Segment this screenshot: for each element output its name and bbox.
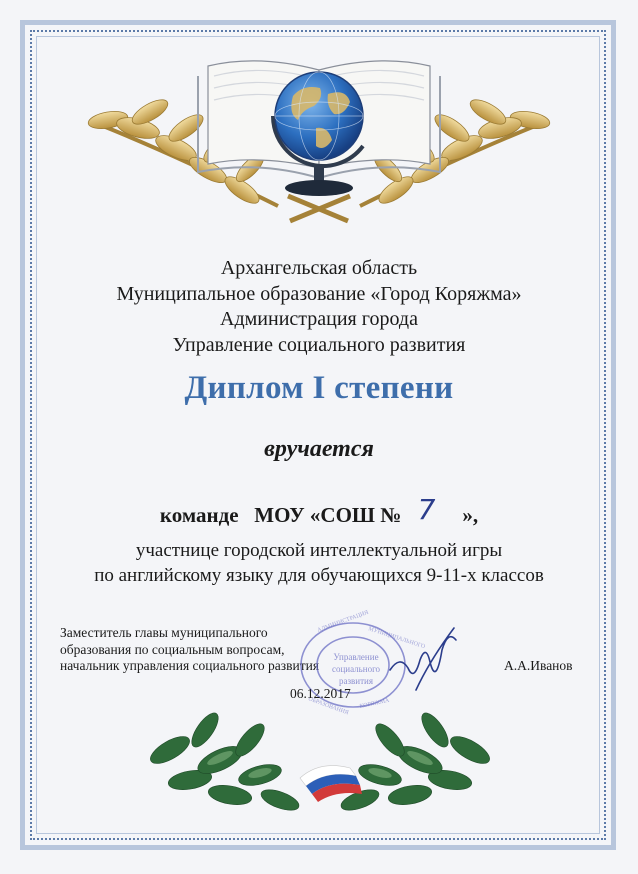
svg-text:социального: социального [331,664,381,674]
signatory-position [60,625,319,675]
svg-text:развития: развития [338,676,374,686]
administration-line: Администрация города [220,308,418,330]
olive-branch-flag-icon [150,690,490,830]
issuer-header [0,256,638,358]
region-line: Архангельская область [220,257,418,279]
signatory-line-1: Заместитель главы муниципального [60,625,268,640]
participant-line-2: по английскому языку для обучающихся 9-11-х классов [94,565,544,586]
participant-line-1: участнице городской интеллектуальной игры [135,540,503,561]
team-suffix: », [446,503,479,527]
svg-text:КОРЯЖМА: КОРЯЖМА [359,697,390,710]
svg-text:МУНИЦИПАЛЬНОГО: МУНИЦИПАЛЬНОГО [367,626,426,651]
handwritten-school-number: 7 [417,493,436,526]
participant-description [0,538,638,588]
team-prefix: команде МОУ «СОШ № [159,503,407,527]
department-line: Управление социального развития [172,333,466,356]
globe-book-laurel-icon [88,36,550,226]
handwritten-signature [370,620,470,700]
awarded-text: вручается [264,436,374,462]
signing-date: 06.12.2017 [290,686,351,701]
municipality-line: Муниципальное образование «Город Коряжма» [116,282,522,305]
svg-text:АДМИНИСТРАЦИЯ: АДМИНИСТРАЦИЯ [316,609,370,634]
signatory-line-2: образования по социальным вопросам, [60,641,285,657]
diploma-title: Диплом I степени [184,370,454,406]
signatory-line-3: начальник управления социального развития [60,658,320,673]
svg-text:ОБРАЗОВАНИЯ: ОБРАЗОВАНИЯ [307,696,350,717]
team-line [0,493,638,529]
svg-text:Управление: Управление [333,652,379,662]
signatory-name: А.А.Иванов [504,658,573,673]
